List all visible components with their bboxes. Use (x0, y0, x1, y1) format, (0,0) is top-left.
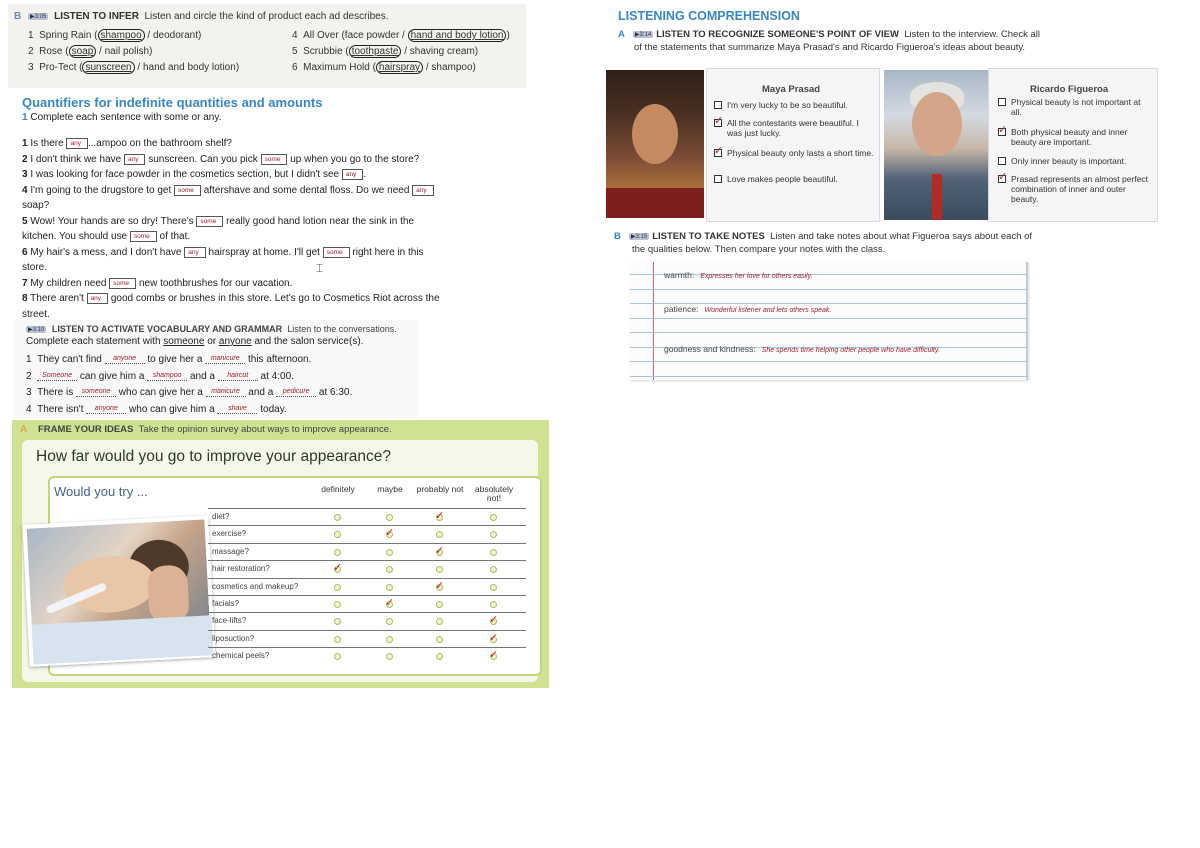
check-mark-icon: ✓ (998, 124, 1008, 136)
survey-column-header: probably not (416, 484, 464, 494)
audio-track-icon[interactable]: ▶3:15 (630, 233, 648, 240)
answer-blank[interactable]: some (323, 247, 350, 258)
survey-radio[interactable] (436, 618, 443, 625)
answer-blank[interactable]: some (174, 185, 201, 196)
survey-row-label: diet? (212, 512, 230, 521)
check-mark-icon: ✓ (435, 544, 445, 557)
quantifiers-exercise (14, 90, 474, 318)
checkbox-icon[interactable] (714, 145, 724, 157)
statement-checkbox[interactable] (714, 115, 874, 138)
survey-column-header: definitely (321, 484, 355, 494)
statement-checkbox[interactable] (998, 156, 1148, 166)
survey-row (208, 543, 526, 560)
circled-answer[interactable]: hand and body lotion (408, 29, 507, 42)
vocab-statement: 3 There is someone who can give her a manicure and a pedicure at 6:30. (26, 387, 353, 398)
check-mark-icon: ✓ (714, 115, 724, 127)
statement-text: I'm very lucky to be so beautiful. (727, 100, 848, 110)
check-mark-icon: ✓ (714, 145, 724, 157)
survey-radio[interactable] (490, 531, 497, 538)
survey-radio[interactable] (436, 566, 443, 573)
survey-radio[interactable] (490, 514, 497, 521)
note-line[interactable]: warmth: Expresses her love for others easily. (664, 270, 813, 280)
survey-row-label: facials? (212, 599, 240, 608)
handwritten-answer[interactable]: shave (217, 405, 257, 414)
quantifier-sentence: 6 My hair's a mess, and I don't have any hairspray at home. I'll get some right here in this (22, 246, 424, 258)
quantifier-sentence: 8 There aren't any good combs or brushes in this store. Let's go to Cosmetics Riot across the (22, 293, 440, 305)
quantifier-sentence: 7 My children need some new toothbrushes for our vacation. (22, 277, 293, 289)
checkbox-icon[interactable] (714, 115, 724, 127)
handwritten-note: She spends time helping other people who have difficulty. (761, 347, 940, 354)
circled-answer[interactable]: hairspray (376, 61, 423, 74)
infer-item: 2 Rose ( soap / nail polish) (28, 46, 153, 57)
vocab-subinstruction: Complete each statement with someone or anyone and the salon service(s). (26, 336, 364, 347)
checkbox-icon[interactable] (998, 98, 1006, 106)
audio-track-icon[interactable]: ▶3:10 (28, 327, 45, 334)
statement-checkbox[interactable] (998, 171, 1149, 204)
survey-row-label: hair restoration? (212, 564, 270, 574)
statement-text: Love makes people beautiful. (727, 174, 838, 184)
checkbox-icon[interactable] (714, 175, 722, 183)
survey-row (208, 560, 526, 577)
notes-paper (630, 262, 1028, 380)
survey-radio[interactable] (334, 653, 341, 660)
statement-text: Only inner beauty is important. (1011, 156, 1127, 166)
survey-row-label: chemical peels? (212, 651, 270, 661)
checkbox-icon[interactable] (714, 101, 722, 109)
check-mark-icon: ✓ (489, 631, 499, 644)
quantifier-sentence-cont: store. (22, 262, 48, 273)
handwritten-answer[interactable]: someone (76, 388, 116, 397)
infer-item: 6 Maximum Hold ( hairspray / shampoo) (292, 62, 476, 73)
handwritten-answer[interactable]: manicure (206, 388, 246, 397)
take-notes-exercise (598, 224, 1064, 390)
answer-blank[interactable]: any (184, 247, 205, 258)
check-mark-icon: ✓ (385, 527, 395, 540)
maya-name: Maya Prasad (762, 84, 821, 95)
answer-blank[interactable]: any (342, 169, 363, 180)
survey-row (208, 630, 526, 647)
survey-question: How far would you go to improve your appearance? (36, 448, 391, 465)
survey-radio[interactable] (386, 514, 393, 521)
infer-item: 4 All Over (face powder / hand and body lotion ) (292, 30, 510, 41)
circled-answer[interactable]: soap (69, 45, 97, 58)
infer-item: 3 Pro-Tect ( sunscreen / hand and body lotion) (28, 62, 240, 73)
survey-radio[interactable] (334, 618, 341, 625)
survey-column-header: maybe (377, 484, 403, 494)
statement-checkbox[interactable] (714, 174, 874, 184)
handwritten-note: Expresses her love for others easily. (700, 273, 813, 280)
statement-checkbox[interactable] (998, 124, 1148, 147)
note-line[interactable]: goodness and kindness: She spends time helping other people who have difficulty. (664, 344, 940, 354)
paper-rule-line (630, 289, 1028, 290)
handwritten-answer[interactable]: anyone (105, 355, 145, 364)
survey-radio[interactable] (386, 584, 393, 591)
quantifier-sentence: 3 I was looking for face powder in the cosmetics section, but I didn't see any . (22, 169, 367, 181)
answer-blank[interactable]: some (261, 154, 288, 165)
handwritten-note: Wonderful listener and lets others speak. (704, 307, 832, 314)
handwritten-answer[interactable]: manicure (205, 355, 245, 364)
survey-row-label: exercise? (212, 529, 247, 539)
paper-rule-line (630, 376, 1028, 377)
quantifier-sentence-cont: kitchen. You should use some of that. (22, 231, 191, 243)
survey-radio[interactable] (386, 636, 393, 643)
survey-row (208, 647, 526, 664)
paper-rule-line (630, 361, 1028, 362)
survey-row (208, 612, 526, 629)
survey-radio[interactable] (386, 566, 393, 573)
answer-blank[interactable]: any (66, 138, 87, 149)
quantifiers-title: Quantifiers for indefinite quantities and amounts (22, 95, 323, 110)
handwritten-answer[interactable]: anyone (86, 405, 126, 414)
quantifier-sentence: 2 I don't think we have any sunscreen. Can you pick some up when you go to the store? (22, 153, 420, 165)
appearance-survey (12, 420, 549, 688)
checkbox-icon[interactable] (998, 124, 1008, 136)
quantifier-sentence-cont: street. (22, 308, 50, 318)
survey-row (208, 525, 526, 542)
survey-radio[interactable] (436, 636, 443, 643)
survey-row-label: cosmetics and makeup? (212, 581, 299, 591)
facial-treatment-photo (22, 515, 215, 667)
section-letter: B (14, 11, 22, 22)
vocab-statement: 2 Someone can give him a shampoo and a haircut at 4:00. (26, 370, 294, 382)
handwritten-answer[interactable]: shampoo (147, 372, 187, 381)
survey-row-label: liposuction? (212, 633, 255, 643)
check-mark-icon: ✓ (385, 597, 395, 609)
circled-answer[interactable]: sunscreen (82, 61, 134, 74)
survey-radio[interactable] (334, 514, 341, 521)
paper-rule-line (630, 332, 1028, 333)
vocab-instruction: ▶3:10 LISTEN TO ACTIVATE VOCABULARY AND GRAMMAR Listen to the conversations. (28, 324, 397, 334)
mouse-cursor-icon: ⌶ (316, 261, 324, 275)
audio-track-icon[interactable]: ▶3:14 (634, 31, 652, 38)
handwritten-answer[interactable]: pedicure (276, 388, 316, 397)
quantifier-sentence: 1 Is there any ...ampoo on the bathroom shelf? (22, 138, 232, 150)
vocab-statement: 1 They can't find anyone to give her a manicure this afternoon. (26, 354, 312, 365)
survey-radio[interactable] (334, 531, 341, 538)
ricardo-figueroa-photo (884, 70, 988, 220)
survey-radio[interactable] (436, 653, 443, 660)
answer-blank[interactable]: any (412, 185, 433, 196)
survey-radio[interactable] (436, 601, 443, 608)
infer-item: 1 Spring Rain ( shampoo / deodorant) (28, 30, 202, 41)
survey-radio[interactable] (436, 531, 443, 538)
checkbox-icon[interactable] (998, 157, 1006, 165)
survey-radio[interactable] (334, 636, 341, 643)
quantifier-sentence-cont: soap? (22, 200, 50, 211)
survey-instruction: FRAME YOUR IDEAS Take the opinion survey about ways to improve appearance. (38, 424, 392, 435)
infer-instruction: ▶3:05 LISTEN TO INFER Listen and circle the kind of product each ad describes. (30, 11, 389, 22)
check-mark-icon: ✓ (489, 614, 499, 627)
survey-row (208, 578, 526, 595)
paper-margin-line (653, 262, 654, 380)
activate-vocabulary-exercise (14, 320, 418, 418)
paper-rule-line (630, 318, 1028, 319)
notes-instruction: B ▶3:15 LISTEN TO TAKE NOTES Listen and take notes about what Figueroa says about each of (614, 231, 1033, 242)
survey-radio[interactable] (334, 584, 341, 591)
survey-radio[interactable] (386, 549, 393, 556)
check-mark-icon: ✓ (489, 649, 499, 662)
check-mark-icon: ✓ (435, 579, 445, 592)
notes-instruction-cont: the qualities below. Then compare your notes with the class. (632, 244, 886, 255)
answer-blank[interactable]: some (196, 216, 223, 227)
survey-row-label: face-lifts? (212, 616, 247, 626)
check-mark-icon: ✓ (998, 171, 1008, 183)
quantifier-sentence: 4 I'm going to the drugstore to get some aftershave and some dental floss. Do we need any (22, 185, 434, 196)
survey-column-header: absolutely not! (474, 484, 514, 503)
audio-track-icon[interactable]: ▶3:05 (30, 13, 47, 20)
answer-blank[interactable]: any (124, 154, 145, 165)
listen-to-infer-exercise (8, 4, 526, 88)
statement-text: All the contestants were beautiful. I was just lucky. (727, 118, 859, 138)
statement-checkbox[interactable] (714, 100, 874, 110)
listening-comprehension-exercise (606, 4, 1158, 222)
check-mark-icon: ✓ (435, 510, 445, 522)
statement-text: Prasad represents an almost perfect combination of inner and outer beauty. (1011, 174, 1149, 204)
survey-row-label: massage? (212, 546, 249, 556)
circled-answer[interactable]: shampoo (98, 29, 145, 42)
checkbox-icon[interactable] (998, 171, 1008, 183)
handwritten-answer[interactable]: haircut (218, 372, 258, 381)
maya-prasad-photo (606, 70, 704, 218)
circled-answer[interactable]: toothpaste (349, 45, 402, 58)
statement-text: Both physical beauty and inner beauty are important. (1011, 127, 1128, 147)
statement-text: Physical beauty is not important at all. (1011, 97, 1141, 117)
comprehension-instruction: A ▶3:14 LISTEN TO RECOGNIZE SOMEONE'S POINT OF VIEW Listen to the interview. Check all (618, 29, 1040, 40)
statement-checkbox[interactable] (998, 97, 1148, 117)
comprehension-title: LISTENING COMPREHENSION (618, 9, 800, 23)
ricardo-name: Ricardo Figueroa (1030, 84, 1109, 95)
survey-radio[interactable] (334, 549, 341, 556)
survey-radio[interactable] (334, 601, 341, 608)
section-letter: A (20, 424, 28, 435)
survey-row (208, 508, 526, 525)
check-mark-icon: ✓ (333, 562, 343, 575)
note-line[interactable]: patience: Wonderful listener and lets others speak. (664, 304, 832, 314)
quantifiers-instruction: 1 Complete each sentence with some or any. (22, 112, 222, 123)
comprehension-instruction-cont: of the statements that summarize Maya Prasad's and Ricardo Figueroa's ideas about beauty. (634, 42, 1026, 53)
survey-radio[interactable] (386, 653, 393, 660)
answer-blank[interactable]: any (87, 293, 108, 304)
statement-checkbox[interactable] (714, 145, 874, 158)
quantifier-sentence: 5 Wow! Your hands are so dry! There's some really good hand lotion near the sink in the (22, 215, 415, 227)
survey-radio[interactable] (386, 618, 393, 625)
handwritten-answer[interactable]: Someone (37, 372, 77, 381)
survey-subheading: Would you try ... (54, 484, 148, 499)
answer-blank[interactable]: some (109, 278, 136, 289)
answer-blank[interactable]: some (130, 231, 157, 242)
survey-radio[interactable] (490, 601, 497, 608)
survey-row (208, 595, 526, 612)
survey-radio[interactable] (490, 549, 497, 556)
survey-radio[interactable] (490, 584, 497, 591)
statement-text: Physical beauty only lasts a short time. (727, 148, 874, 158)
vocab-statement: 4 There isn't anyone who can give him a shave today. (26, 403, 287, 415)
infer-item: 5 Scrubbie ( toothpaste / shaving cream) (292, 46, 479, 57)
survey-radio[interactable] (490, 566, 497, 573)
